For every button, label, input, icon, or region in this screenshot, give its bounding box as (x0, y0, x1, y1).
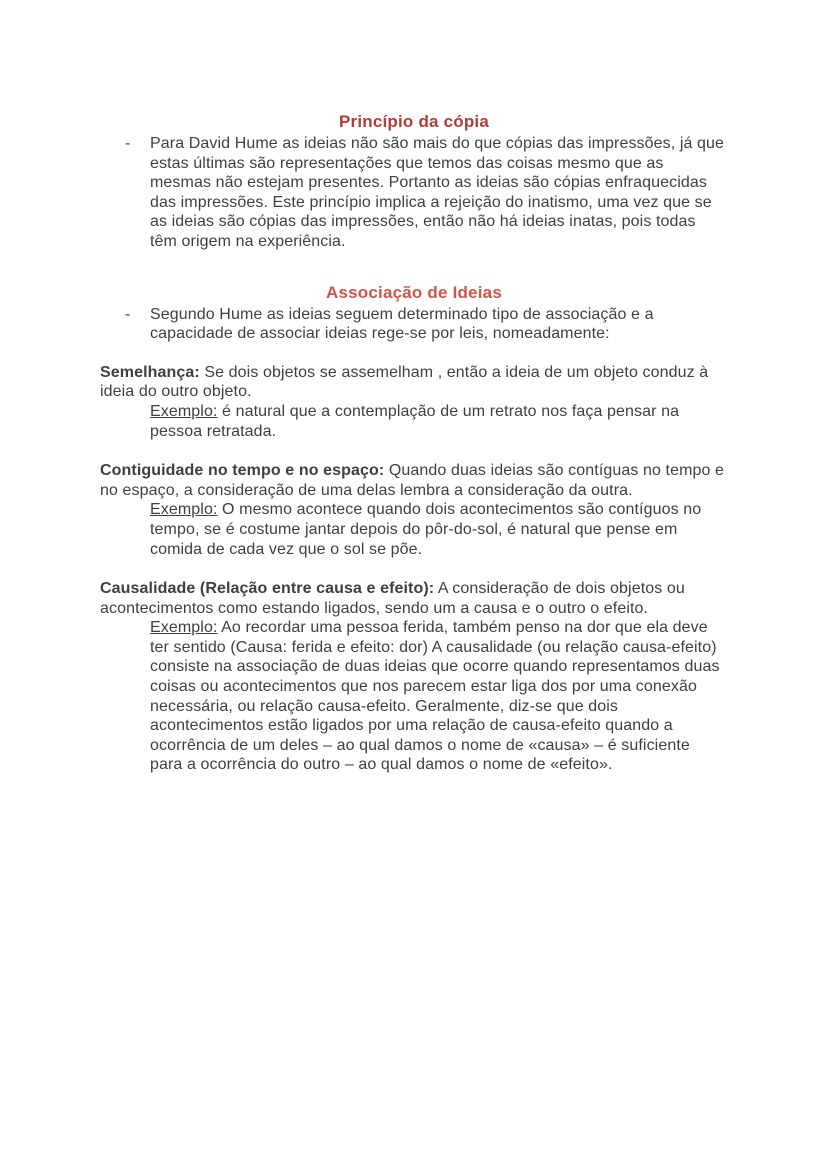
law-term: Contiguidade no tempo e no espaço: (100, 462, 385, 480)
example-text: Ao recordar uma pessoa ferida, também penso na dor que ela deve ter sentido (Causa: ferida e efeito: dor) A causalidade (ou relação causa-efeito) consiste na associação de duas ideias que ocorre quando representamos duas coisas ou acontecimentos que nos parecem estar liga dos por uma conexão necessária, ou relação causa-efeito. Geralmente, diz-se que dois acontecimentos estão ligados por uma relação de causa-efeito quando a ocorrência de um deles – ao qual damos o nome de «causa» – é suficiente para a ocorrência do outro – ao qual damos o nome de «efeito». (150, 619, 720, 774)
bullet-item (100, 305, 728, 344)
laws-of-association (100, 363, 728, 775)
law-definition (100, 363, 728, 402)
law-definition (100, 579, 728, 618)
bullet-dash: - (125, 135, 131, 152)
law-example (150, 500, 726, 559)
section-associacao-de-ideias (100, 283, 728, 344)
law-definition-text: Se dois objetos se assemelham , então a ideia de um objeto conduz à ideia do outro objeto. (100, 363, 709, 401)
law-example (150, 402, 726, 441)
bullet-item (100, 134, 728, 252)
heading-principio-da-copia: Princípio da cópia (338, 112, 490, 131)
law-term: Causalidade (Relação entre causa e efeito): (100, 580, 435, 598)
law-definition-text: A consideração de dois objetos ou acontecimentos como estando ligados, sendo um a causa e o outro o efeito. (100, 580, 685, 617)
law-semelhanca (100, 363, 728, 441)
law-definition-text: Quando duas ideias são contíguas no tempo e no espaço, a consideração de uma delas lembra a consideração da outra. (100, 462, 725, 499)
bullet-text: Para David Hume as ideias não são mais do que cópias das impressões, já que estas últimas são representações que temos das coisas mesmo que as mesmas não estejam presentes. Portanto as ideias são cópias enfraquecidas das impressões. Este princípio implica a rejeição do inatismo, uma vez que se as ideias são cópias das impressões, então não há ideias inatas, pois todas têm origem na experiência. (150, 135, 725, 250)
law-causalidade (100, 579, 728, 775)
example-text: é natural que a contemplação de um retrato nos faça pensar na pessoa retratada. (150, 402, 680, 440)
example-label: Exemplo: (150, 619, 218, 637)
law-term: Semelhança: (100, 363, 200, 381)
bullet-dash: - (125, 305, 131, 323)
section-principio-da-copia (100, 112, 728, 252)
bullet-text: Segundo Hume as ideias seguem determinado tipo de associação e a capacidade de associar ideias rege-se por leis, nomeadamente: (150, 305, 654, 343)
example-text: O mesmo acontece quando dois acontecimentos são contíguos no tempo, se é costume jantar depois do pôr-do-sol, é natural que pense em comida de cada vez que o sol se põe. (150, 501, 702, 558)
example-label: Exemplo: (150, 402, 218, 420)
heading-associacao-de-ideias: Associação de Ideias (326, 282, 502, 302)
law-contiguidade (100, 461, 728, 559)
law-example (150, 618, 726, 775)
example-label: Exemplo: (150, 501, 218, 519)
law-definition (100, 461, 728, 500)
